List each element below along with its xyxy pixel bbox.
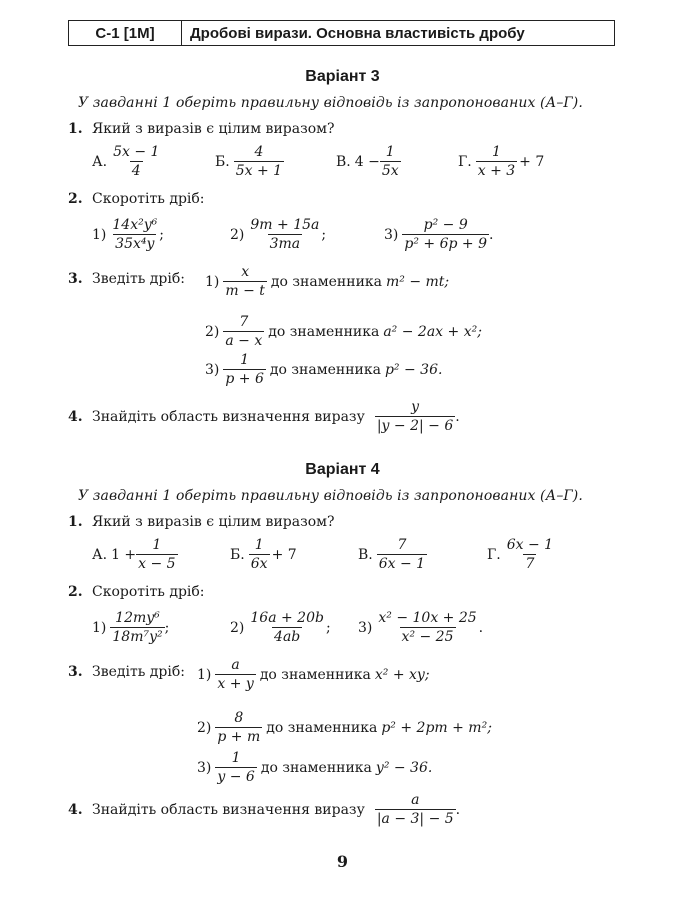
section-code: С-1 [1М] [69,21,182,45]
question-text: Зведіть дріб: [92,664,186,680]
fraction-numerator: 8 [234,710,244,726]
item-label: 1) [92,226,107,243]
fraction-numerator: 1 [491,144,501,160]
question-number: 3. [68,271,83,287]
instruction: У завданні 1 оберіть правильну відповідь із запропонованих (А–Г). [78,488,583,504]
convert-text: до знаменника [269,361,381,378]
item-label: 2) [197,719,212,736]
question-text: Який з виразів є цілим виразом? [92,121,335,137]
answer-option[interactable] [458,143,544,180]
fraction-numerator: 14x²y⁶ [112,217,158,233]
fraction-numerator: 1 [240,352,250,368]
fraction-numerator: 1 [254,537,264,553]
question-number: 1. [68,121,83,137]
fraction [248,216,321,253]
fraction-item [92,609,169,646]
fraction-numerator: 4 [254,144,264,160]
item-label: 1) [205,273,220,290]
item-label: 2) [205,323,220,340]
section-title: Дробові вирази. Основна властивість дробу [190,24,525,42]
fraction [223,351,266,388]
fraction [215,656,255,693]
fraction [505,536,555,573]
variant-title: Варіант 3 [305,68,380,85]
convert-text: до знаменника [260,759,372,776]
convert-text: до знаменника [268,323,380,340]
fraction [249,536,270,573]
item-label: 3) [358,619,373,636]
fraction-numerator: 7 [239,314,249,330]
variant-title: Варіант 4 [305,461,380,478]
item-label: 1) [92,619,107,636]
option-suffix: + 7 [519,153,545,170]
target-denominator: a² − 2ax + x²; [383,323,482,340]
item-punct: ; [164,619,170,636]
question-3 [68,664,185,680]
convert-item [205,351,442,388]
fraction [110,216,159,253]
item-punct: . [489,226,494,243]
fraction [248,609,326,646]
fraction-numerator: a [411,792,420,808]
fraction [136,536,177,573]
fraction-numerator: p² − 9 [423,217,468,233]
question-number: 1. [68,514,83,530]
question-text: Знайдіть область визначення виразу [92,801,365,818]
fraction [110,609,164,646]
fraction [223,313,264,350]
convert-text: до знаменника [270,273,382,290]
fraction [375,791,456,828]
fraction-denominator: 7 [525,556,535,572]
fraction-numerator: 9m + 15a [250,217,320,233]
answer-option[interactable] [215,143,286,180]
convert-text: до знаменника [259,666,371,683]
section-header [68,20,615,46]
target-denominator: x² + xy; [374,666,430,683]
fraction-denominator: x + 3 [477,163,516,179]
question-text: Який з виразів є цілим виразом? [92,514,335,530]
item-label: 2) [230,226,245,243]
fraction-item [230,609,331,646]
fraction-numerator: 1 [152,537,162,553]
convert-text: до знаменника [266,719,378,736]
fraction-denominator: 4 [131,163,141,179]
fraction-denominator: p + 6 [225,371,264,387]
page-number: 9 [336,852,349,871]
fraction-denominator: 4ab [274,629,301,645]
fraction [215,709,262,746]
fraction-numerator: 6x − 1 [506,537,554,553]
fraction-denominator: p² + 6p + 9 [404,236,487,252]
answer-option[interactable] [230,536,297,573]
option-label: Г. [487,546,501,563]
question-1 [68,121,335,137]
convert-item [197,749,432,786]
item-punct: ; [321,226,327,243]
question-text: Скоротіть дріб: [92,584,205,600]
target-denominator: m² − mt; [386,273,450,290]
question-2 [68,584,205,600]
answer-option[interactable] [92,536,180,573]
convert-item [197,656,430,693]
fraction-denominator: m − t [225,283,265,299]
option-label: А. [92,546,108,563]
option-label: В. [358,546,373,563]
option-label: А. [92,153,108,170]
question-text: Зведіть дріб: [92,271,186,287]
fraction-denominator: 5x [381,163,399,179]
item-punct: ; [159,226,164,243]
fraction-denominator: a − x [225,333,263,349]
fraction-item [92,216,164,253]
fraction-numerator: 12my⁶ [115,610,160,626]
fraction [376,609,478,646]
target-denominator: p² + 2pm + m²; [381,719,492,736]
fraction [234,143,284,180]
fraction-denominator: 35x⁴y [115,236,155,252]
fraction [375,398,455,435]
fraction [111,143,161,180]
item-label: 3) [205,361,220,378]
convert-item [205,263,449,300]
question-number: 4. [68,408,83,425]
fraction-denominator: 18m⁷y² [112,629,163,645]
fraction-denominator: x² − 25 [401,629,454,645]
fraction-numerator: 7 [397,537,407,553]
question-1 [68,514,335,530]
fraction-numerator: 1 [231,750,241,766]
option-suffix: + 7 [271,546,297,563]
fraction-numerator: y [411,399,419,415]
question-punct: . [455,801,461,818]
fraction-numerator: x² − 10x + 25 [378,610,477,626]
option-label: В. [336,153,351,170]
target-denominator: y² − 36. [375,759,433,776]
answer-option[interactable] [358,536,429,573]
fraction [377,536,427,573]
fraction-numerator: 16a + 20b [250,610,324,626]
fraction-numerator: a [231,657,240,673]
question-text: Знайдіть область визначення виразу [92,408,365,425]
item-label: 2) [230,619,245,636]
answer-option[interactable] [336,143,403,180]
item-punct: . [478,619,484,636]
fraction-denominator: y − 6 [217,769,255,785]
fraction-denominator: |a − 3| − 5 [376,811,454,827]
fraction-denominator: p + m [217,729,261,745]
fraction [223,263,267,300]
question-number: 4. [68,801,83,818]
fraction-item [230,216,326,253]
fraction-denominator: x − 5 [138,556,176,572]
fraction-denominator: 6x − 1 [378,556,426,572]
option-label: Б. [215,153,230,170]
instruction: У завданні 1 оберіть правильну відповідь із запропонованих (А–Г). [78,95,583,111]
item-label: 3) [197,759,212,776]
question-2 [68,191,205,207]
item-label: 1) [197,666,212,683]
question-3 [68,271,185,287]
question-text: Скоротіть дріб: [92,191,205,207]
question-punct: . [455,408,460,425]
option-label: Г. [458,153,472,170]
target-denominator: p² − 36. [384,361,443,378]
answer-option[interactable] [487,536,557,573]
fraction-denominator: 5x + 1 [235,163,283,179]
fraction-denominator: 6x [250,556,268,572]
fraction-denominator: |y − 2| − 6 [376,418,454,434]
fraction-numerator: 1 [385,144,395,160]
fraction [402,216,489,253]
option-prefix: 1 + [111,546,137,563]
item-label: 3) [384,226,399,243]
answer-option[interactable] [92,143,163,180]
fraction-denominator: 3ma [269,236,301,252]
question-4 [68,398,460,435]
fraction-numerator: x [241,264,250,280]
option-prefix: 4 − [354,153,380,170]
fraction [215,749,256,786]
convert-item [205,313,482,350]
question-4 [68,791,460,828]
question-number: 2. [68,584,83,600]
fraction [476,143,517,180]
fraction-item [384,216,493,253]
convert-item [197,709,492,746]
fraction-item [358,609,483,646]
fraction-denominator: x + y [217,676,254,692]
question-number: 2. [68,191,83,207]
item-punct: ; [325,619,331,636]
fraction-numerator: 5x − 1 [113,144,160,160]
option-label: Б. [230,546,245,563]
question-number: 3. [68,664,83,680]
fraction [380,143,401,180]
